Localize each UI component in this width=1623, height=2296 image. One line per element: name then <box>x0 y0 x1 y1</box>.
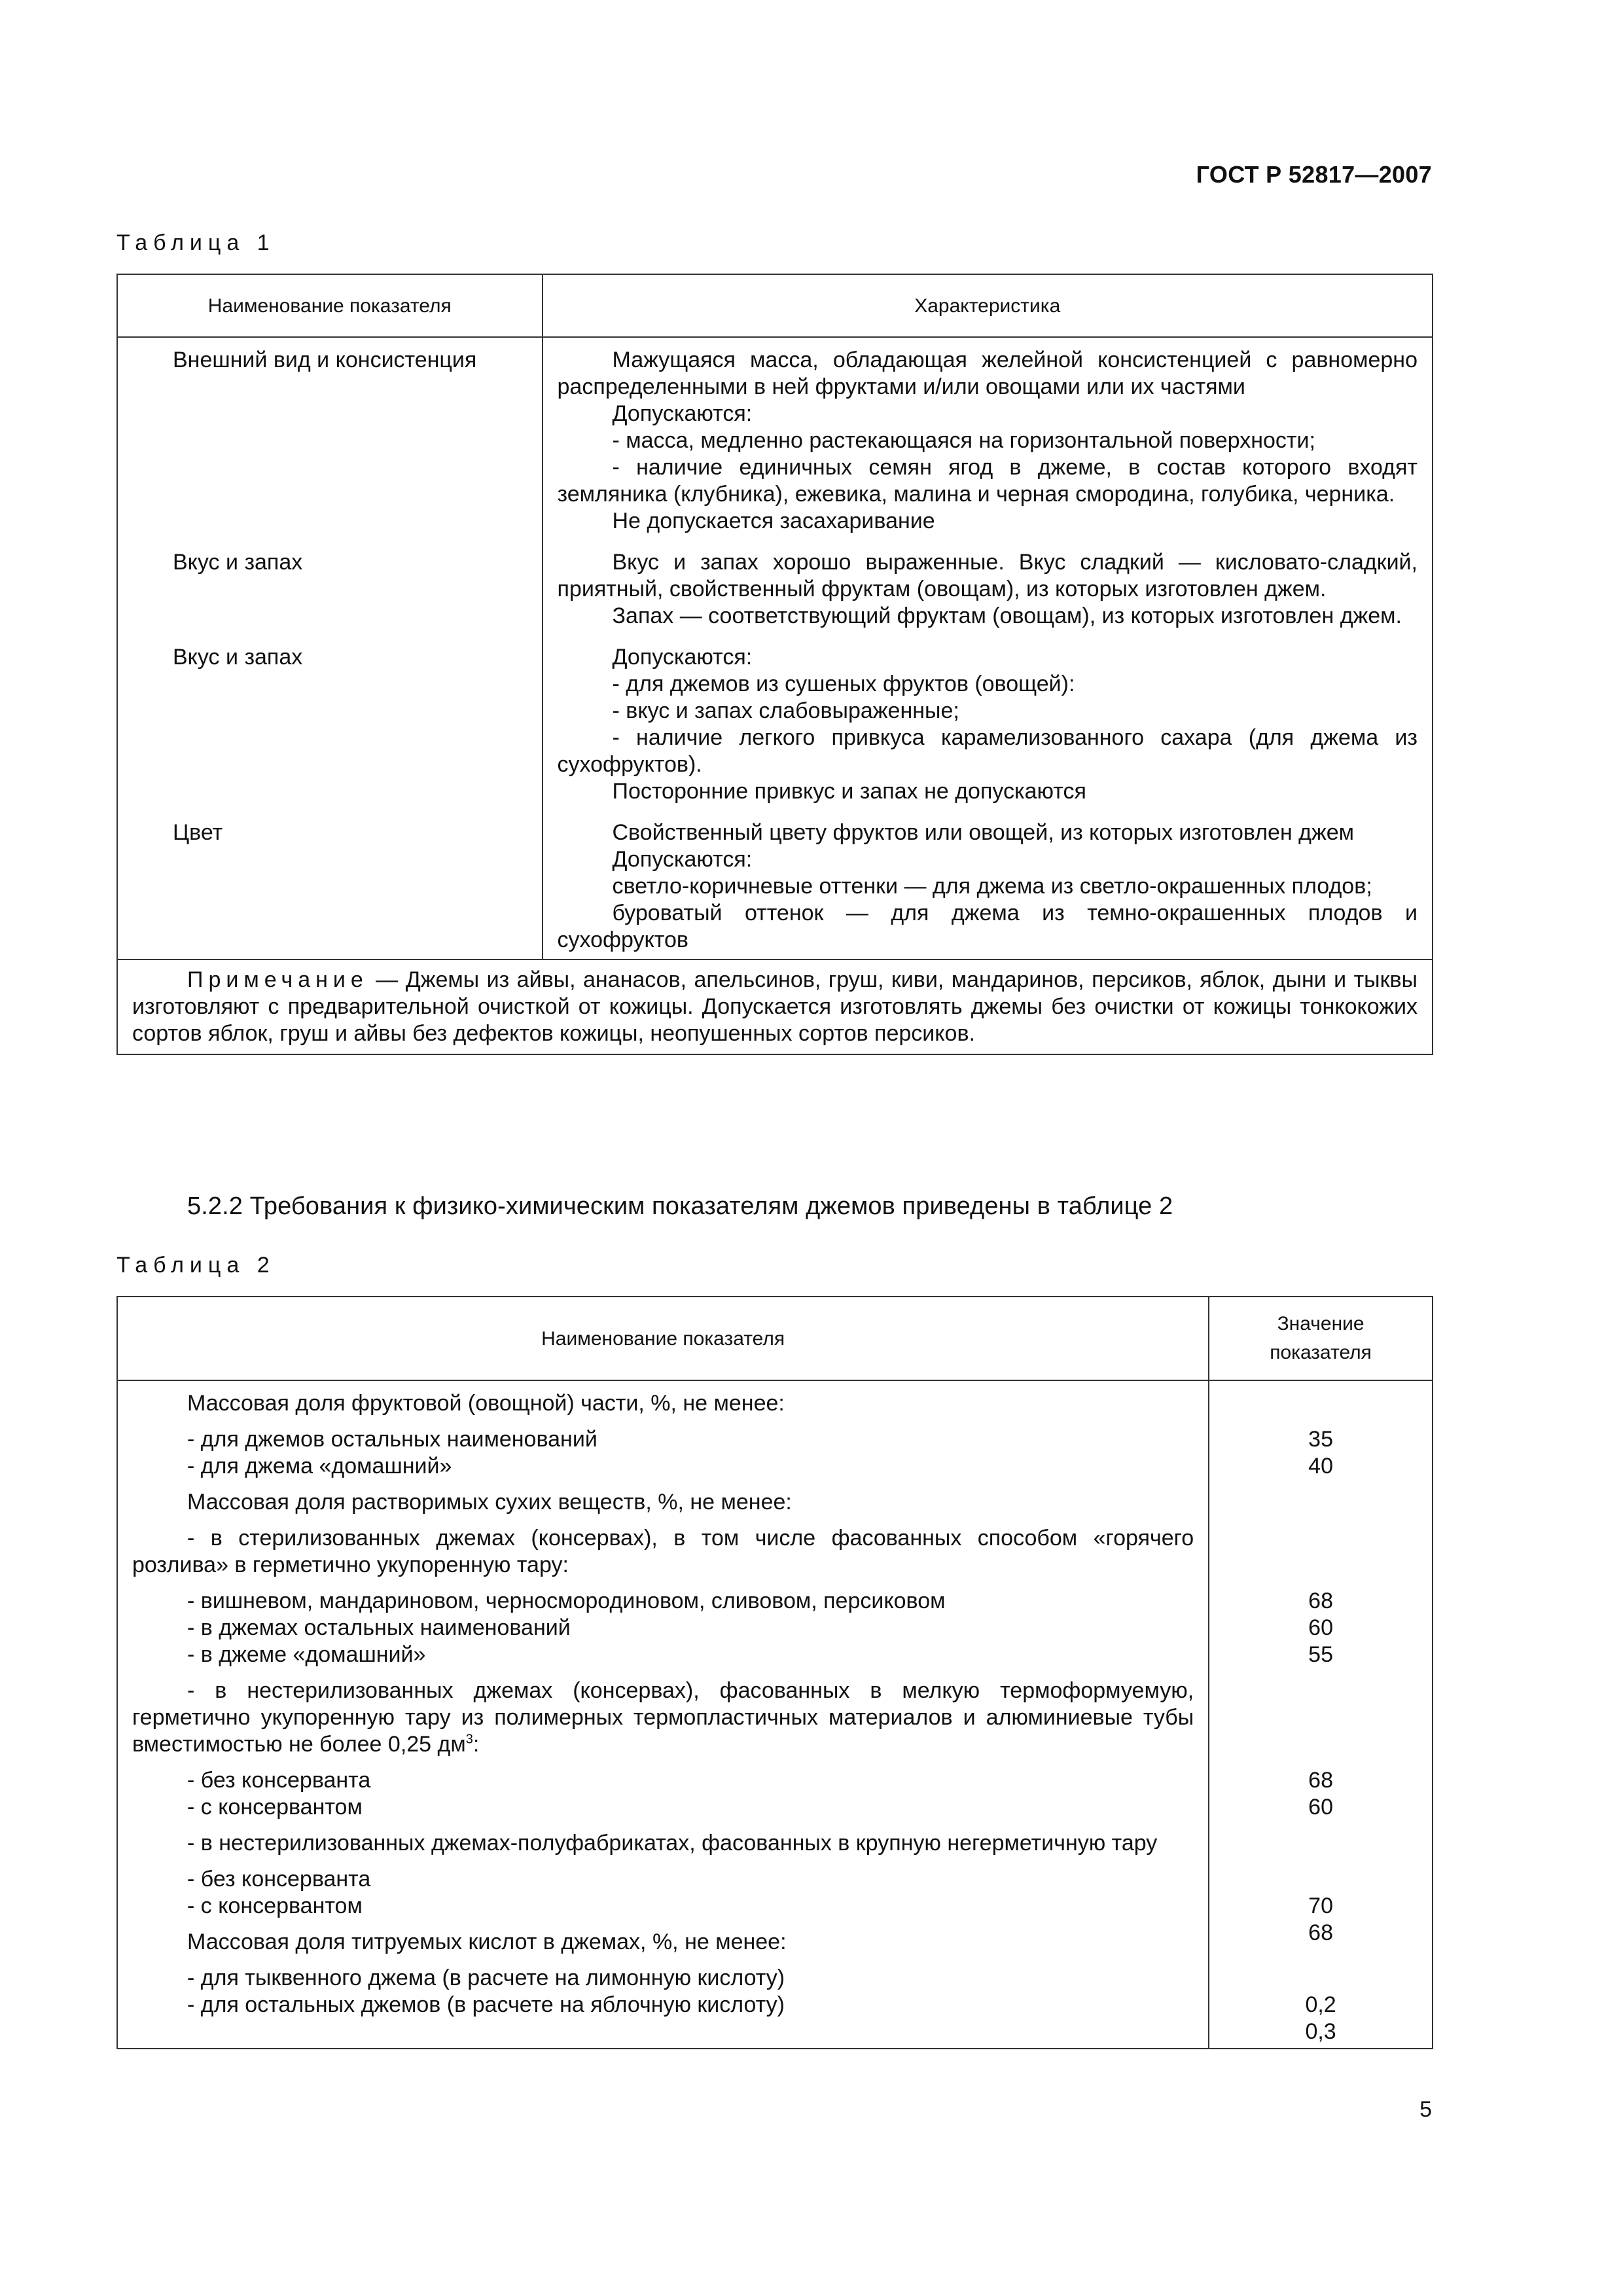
char-line: Посторонние привкус и запах не допускаются <box>612 779 1086 804</box>
char-line: - наличие единичных семян ягод в джеме, в состав которого входят земляника (клубника), ежевика, малина и черная смородина, голубика, черника. <box>557 455 1418 507</box>
value-cell: 0,2 <box>1305 1992 1336 2017</box>
group-title: Массовая доля титруемых кислот в джемах, %, не менее: <box>187 1929 787 1954</box>
indicator-name: Цвет <box>117 819 543 960</box>
list-item: - вишневом, мандариновом, черносмородиновом, сливовом, персиковом <box>187 1588 946 1613</box>
table2 <box>116 1296 1433 2049</box>
table1 <box>116 274 1433 1055</box>
table1-col-name: Наименование показателя <box>117 274 543 337</box>
subgroup-intro: - в стерилизованных джемах (консервах), в том числе фасованных способом «горячего розлива» в герметично укупоренную тару: <box>132 1526 1194 1577</box>
char-line: Свойственный цвету фруктов или овощей, из которых изготовлен джем <box>612 820 1355 845</box>
superscript: 3 <box>465 1732 473 1747</box>
subgroup-intro: - в нестерилизованных джемах-полуфабрикатах, фасованных в крупную негерметичную тару <box>187 1831 1158 1856</box>
note-text: — Джемы из айвы, ананасов, апельсинов, груш, киви, мандаринов, персиков, яблок, дыни и тыквы изготовляют с предварительной очисткой от кожицы. Допускается изготовлять джемы без очистки от кожицы тонкокожих сортов яблок, груш и айвы без дефектов кожицы, неопушенных сортов персиков. <box>132 967 1418 1046</box>
table2-header-row <box>117 1297 1433 1380</box>
indicator-name: Вкус и запах <box>117 644 543 805</box>
table2-values <box>1209 1380 1433 2049</box>
value-cell: 70 <box>1308 1893 1333 1918</box>
table2-names <box>117 1380 1209 2049</box>
list-item: - без консерванта <box>187 1867 371 1892</box>
characteristic <box>543 819 1433 960</box>
characteristic <box>543 549 1433 630</box>
char-line: Допускаются: <box>612 847 753 872</box>
list-item: - в джемах остальных наименований <box>187 1615 571 1640</box>
value-cell: 60 <box>1308 1615 1333 1640</box>
table1-row <box>117 337 1433 535</box>
list-item: - с консервантом <box>187 1893 363 1918</box>
value-cell: 35 <box>1308 1427 1333 1452</box>
table1-row <box>117 819 1433 960</box>
table1-col-characteristic: Характеристика <box>543 274 1433 337</box>
table1-row <box>117 549 1433 630</box>
note-label: Примечание <box>187 967 368 992</box>
table2-col-name: Наименование показателя <box>117 1297 1209 1380</box>
standard-number: ГОСТ Р 52817—2007 <box>1196 161 1432 188</box>
table2-caption: Таблица 2 <box>116 1253 276 1278</box>
table2-body <box>117 1380 1433 2049</box>
value-cell: 0,3 <box>1305 2019 1336 2044</box>
indicator-name: Внешний вид и консистенция <box>117 337 543 535</box>
list-item: - в джеме «домашний» <box>187 1642 426 1667</box>
char-line: буроватый оттенок — для джема из темно-окрашенных плодов и сухофруктов <box>557 901 1418 952</box>
list-item: - для джемов остальных наименований <box>187 1427 597 1452</box>
char-line: Допускаются: <box>612 401 753 426</box>
group-title: Массовая доля растворимых сухих веществ, %, не менее: <box>187 1490 792 1515</box>
intro-end: : <box>473 1732 480 1757</box>
value-cell: 60 <box>1308 1795 1333 1820</box>
list-item: - с консервантом <box>187 1795 363 1820</box>
characteristic <box>543 644 1433 805</box>
page-number: 5 <box>1419 2097 1432 2122</box>
value-cell: 68 <box>1308 1920 1333 1945</box>
char-line: - для джемов из сушеных фруктов (овощей): <box>612 672 1075 696</box>
char-line: Мажущаяся масса, обладающая желейной консистенцией с равномерно распределенными в ней фруктами и/или овощами или их частями <box>557 348 1418 399</box>
list-item: - для джема «домашний» <box>187 1454 452 1479</box>
char-line: - наличие легкого привкуса карамелизованного сахара (для джема из сухофруктов). <box>557 725 1418 777</box>
char-line: Не допускается засахаривание <box>612 509 935 533</box>
table1-caption: Таблица 1 <box>116 230 276 255</box>
characteristic <box>543 337 1433 535</box>
intro-text: - в нестерилизованных джемах (консервах), фасованных в мелкую термоформуемую, герметично укупоренную тару из полимерных термопластичных материалов и алюминиевые тубы вместимостью не более 0,25 дм <box>132 1678 1194 1757</box>
char-line: Допускаются: <box>612 645 753 670</box>
subgroup-intro <box>132 1677 1194 1758</box>
char-line: светло-коричневые оттенки — для джема из светло-окрашенных плодов; <box>612 874 1372 899</box>
group-title: Массовая доля фруктовой (овощной) части, %, не менее: <box>187 1391 785 1416</box>
value-cell: 68 <box>1308 1588 1333 1613</box>
table1-note-row <box>117 960 1433 1054</box>
char-line: - вкус и запах слабовыраженные; <box>612 698 959 723</box>
table1-row <box>117 644 1433 805</box>
value-cell: 55 <box>1308 1642 1333 1667</box>
char-line: Вкус и запах хорошо выраженные. Вкус сладкий — кисловато-сладкий, приятный, свойственный фруктам (овощам), из которых изготовлен джем. <box>557 550 1418 601</box>
list-item: - для тыквенного джема (в расчете на лимонную кислоту) <box>187 1965 785 1990</box>
list-item: - для остальных джемов (в расчете на яблочную кислоту) <box>187 1992 785 2017</box>
section-5-2-2: 5.2.2 Требования к физико-химическим показателям джемов приведены в таблице 2 <box>187 1193 1173 1220</box>
value-cell: 68 <box>1308 1768 1333 1793</box>
table1-note <box>117 960 1433 1054</box>
list-item: - без консерванта <box>187 1768 371 1793</box>
table2-col-value: Значение показателя <box>1209 1297 1433 1380</box>
table1-header-row <box>117 274 1433 337</box>
value-cell: 40 <box>1308 1454 1333 1479</box>
indicator-name: Вкус и запах <box>117 549 543 630</box>
char-line: - масса, медленно растекающаяся на горизонтальной поверхности; <box>612 428 1315 453</box>
char-line: Запах — соответствующий фруктам (овощам), из которых изготовлен джем. <box>612 603 1402 628</box>
